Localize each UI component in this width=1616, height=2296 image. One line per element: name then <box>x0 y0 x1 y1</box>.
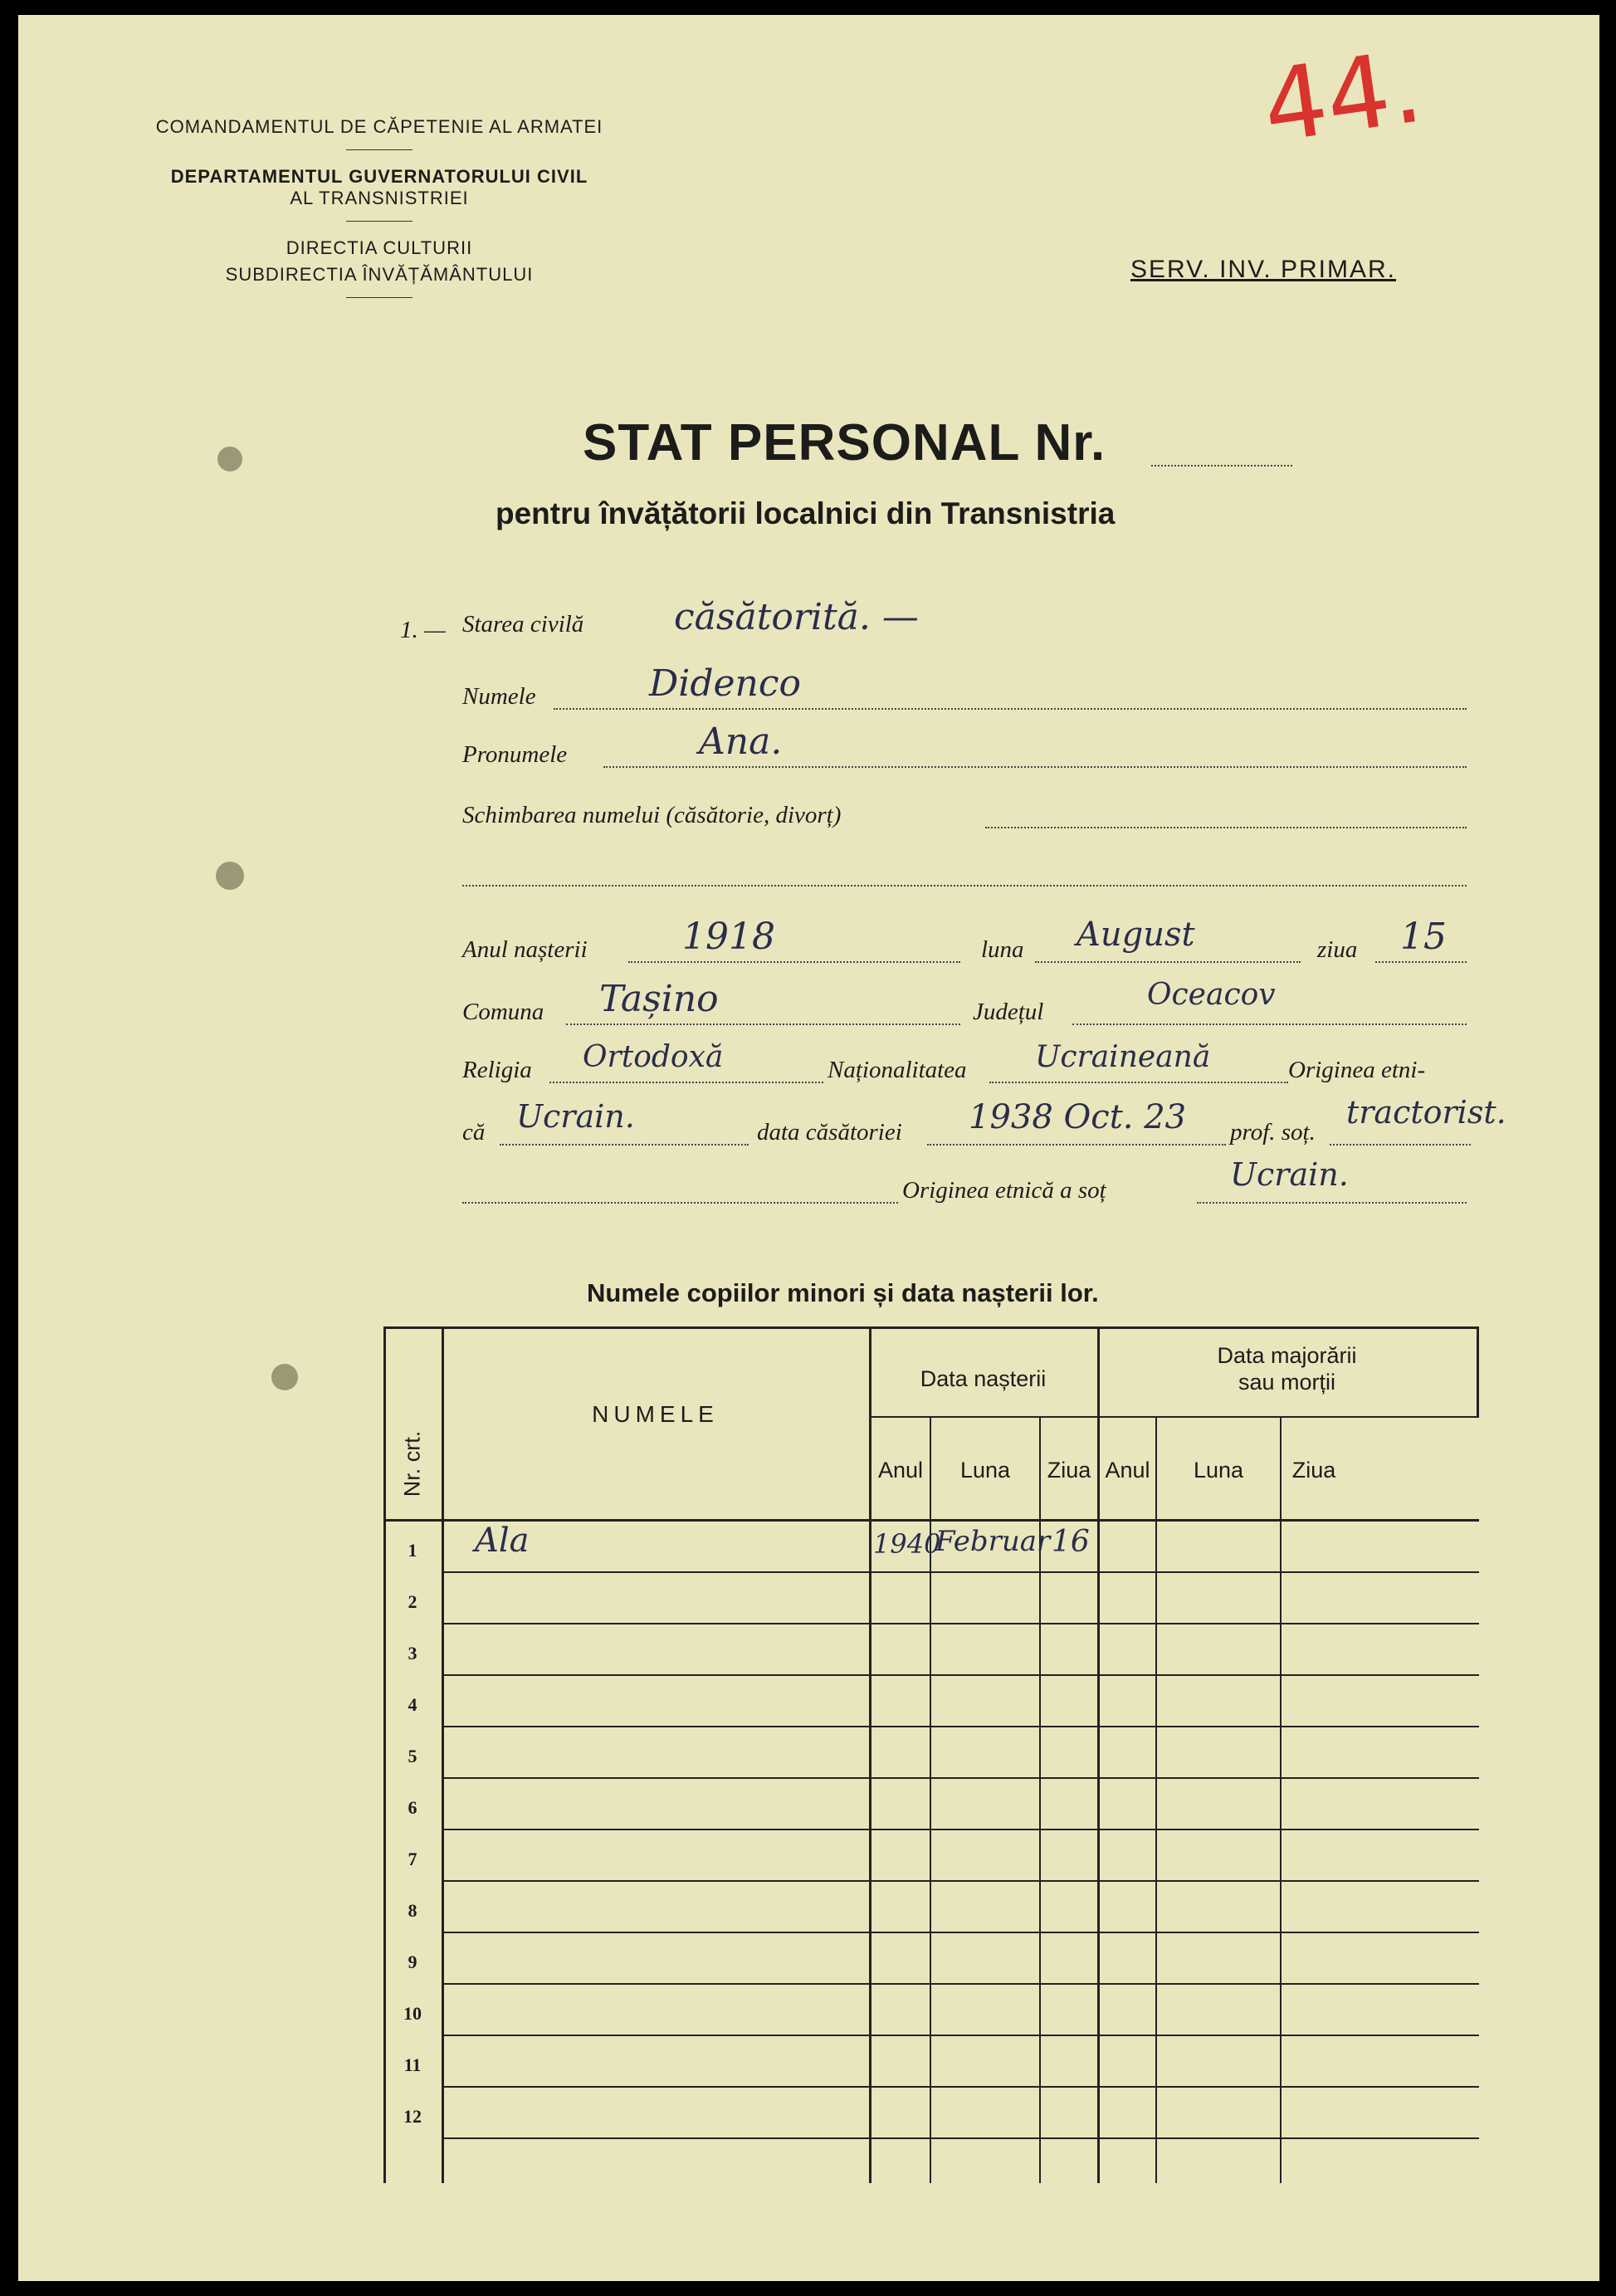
anul-nasterii-value: 1918 <box>682 916 775 958</box>
anul-line <box>628 961 960 963</box>
row-number: 8 <box>408 1900 417 1921</box>
table-header-divider <box>869 1416 1479 1418</box>
row-number: 9 <box>408 1952 417 1972</box>
ziua-label: ziua <box>1317 936 1358 963</box>
row-number: 6 <box>408 1797 417 1818</box>
numele-value: Didenco <box>649 662 802 705</box>
pronumele-value: Ana. <box>699 721 783 763</box>
service-label: SERV. INV. PRIMAR. <box>1130 256 1397 283</box>
originea-line <box>500 1144 749 1146</box>
header-rule <box>346 297 413 298</box>
anul-nasterii-label: Anul nașterii <box>462 936 588 963</box>
col-header-ziua: Ziua <box>1047 1458 1091 1483</box>
comuna-line <box>566 1023 960 1025</box>
header-line-3: AL TRANSNISTRIEI <box>290 188 469 208</box>
nationalitatea-label: Naționalitatea <box>828 1057 967 1083</box>
schimbarea-line-2 <box>462 885 1467 887</box>
table-row <box>383 2088 1479 2139</box>
starea-civila-value: căsătorită. — <box>674 596 919 638</box>
col-header-luna-2: Luna <box>1193 1458 1244 1483</box>
table-row <box>383 1522 1479 1573</box>
ziua-line <box>1375 961 1467 963</box>
nationalitatea-value: Ucraineană <box>1035 1040 1211 1074</box>
table-row <box>383 1676 1479 1727</box>
col-header-luna: Luna <box>959 1458 1011 1483</box>
child-birth-day: 16 <box>1052 1525 1090 1559</box>
page-number: 44. <box>1256 29 1429 166</box>
row-number: 5 <box>408 1746 417 1766</box>
nationalitatea-line <box>989 1082 1288 1083</box>
punch-hole <box>216 862 244 890</box>
table-row <box>383 1830 1479 1882</box>
originea-etnica-value: Ucrain. <box>516 1098 635 1135</box>
header-rule <box>346 221 413 222</box>
table-row <box>383 1573 1479 1624</box>
col-header-numele: NUMELE <box>592 1401 719 1427</box>
schimbarea-label: Schimbarea numelui (căsătorie, divorț) <box>462 802 842 828</box>
table-border-right <box>1477 1326 1479 1418</box>
row-number: 2 <box>408 1591 417 1612</box>
pronumele-line <box>603 766 1467 768</box>
originea-sot-leading-line <box>462 1202 898 1204</box>
punch-hole <box>217 447 242 471</box>
schimbarea-line <box>985 827 1467 828</box>
data-casatoriei-line <box>927 1144 1226 1146</box>
row-number: 3 <box>408 1643 417 1663</box>
header-line-2: DEPARTAMENTUL GUVERNATORULUI CIVIL <box>170 166 588 187</box>
col-header-nr-crt: Nr. crt. <box>399 1430 425 1497</box>
luna-value: August <box>1077 916 1195 954</box>
table-row <box>383 1985 1479 2036</box>
luna-line <box>1035 961 1301 963</box>
page-subtitle: pentru învățătorii localnici din Transnistria <box>496 496 1116 530</box>
header-line-1: COMANDAMENTUL DE CĂPETENIE AL ARMATEI <box>155 116 603 137</box>
col-group-data-nasterii: Data nașterii <box>920 1366 1047 1391</box>
row-number: 12 <box>403 2106 422 2127</box>
children-table-caption: Numele copiilor minori și data nașterii lor. <box>587 1278 1099 1307</box>
originea-sot-value: Ucrain. <box>1230 1156 1349 1193</box>
table-row <box>383 1727 1479 1779</box>
header-rule <box>346 149 413 150</box>
header-line-5: SUBDIRECTIA ÎNVĂȚĂMÂNTULUI <box>225 264 534 285</box>
ziua-value: 15 <box>1400 916 1447 958</box>
starea-civila-label: Starea civilă <box>462 611 584 638</box>
comuna-label: Comuna <box>462 999 544 1025</box>
numele-label: Numele <box>462 683 536 710</box>
table-border-top <box>383 1326 1479 1329</box>
originea-sot-label: Originea etnică a soț <box>902 1177 1106 1204</box>
row-number: 1 <box>408 1540 417 1561</box>
originea-sot-line <box>1197 1202 1467 1204</box>
table-row <box>383 1624 1479 1676</box>
luna-label: luna <box>981 936 1024 963</box>
title-number-line <box>1151 465 1292 467</box>
section-number: 1. — <box>400 617 446 643</box>
prof-sot-line <box>1330 1144 1471 1146</box>
table-row <box>383 1882 1479 1933</box>
row-number: 10 <box>403 2003 422 2024</box>
col-group-data-majorarii-1: Data majorării <box>1217 1343 1357 1368</box>
judetul-line <box>1072 1023 1467 1025</box>
data-casatoriei-value: 1938 Oct. 23 <box>969 1098 1187 1136</box>
page-title: STAT PERSONAL Nr. <box>583 414 1106 471</box>
table-row <box>383 1933 1479 1985</box>
prof-sot-value: tractorist. <box>1346 1094 1506 1131</box>
row-number: 7 <box>408 1849 417 1869</box>
table-row <box>383 1779 1479 1830</box>
numele-line <box>554 708 1467 710</box>
document-page <box>18 15 1599 2281</box>
judetul-value: Oceacov <box>1147 978 1276 1012</box>
child-birth-month: Februar <box>935 1525 1051 1558</box>
pronumele-label: Pronumele <box>462 741 568 768</box>
judetul-label: Județul <box>973 999 1044 1025</box>
col-header-anul: Anul <box>877 1458 924 1483</box>
child-birth-year: 1940 <box>873 1528 941 1560</box>
col-header-anul-2: Anul <box>1105 1458 1150 1483</box>
row-number: 4 <box>408 1694 417 1715</box>
row-divider <box>442 2137 1479 2139</box>
table-row <box>383 2036 1479 2088</box>
child-name: Ala <box>475 1522 530 1560</box>
comuna-value: Tașino <box>599 978 719 1020</box>
religia-line <box>549 1082 823 1083</box>
col-group-data-majorarii-2: sau morții <box>1238 1370 1336 1395</box>
originea-etnica-label-2: că <box>462 1119 486 1146</box>
originea-etnica-label: Originea etni- <box>1288 1057 1426 1083</box>
row-number: 11 <box>403 2054 422 2075</box>
data-casatoriei-label: data căsătoriei <box>757 1119 902 1146</box>
religia-label: Religia <box>462 1057 532 1083</box>
col-header-ziua-2: Ziua <box>1291 1458 1336 1483</box>
children-table <box>383 1326 1479 2183</box>
header-line-4: DIRECTIA CULTURII <box>286 237 473 258</box>
punch-hole <box>271 1364 298 1390</box>
religia-value: Ortodoxă <box>583 1040 724 1074</box>
prof-sot-label: prof. soț. <box>1230 1119 1316 1146</box>
